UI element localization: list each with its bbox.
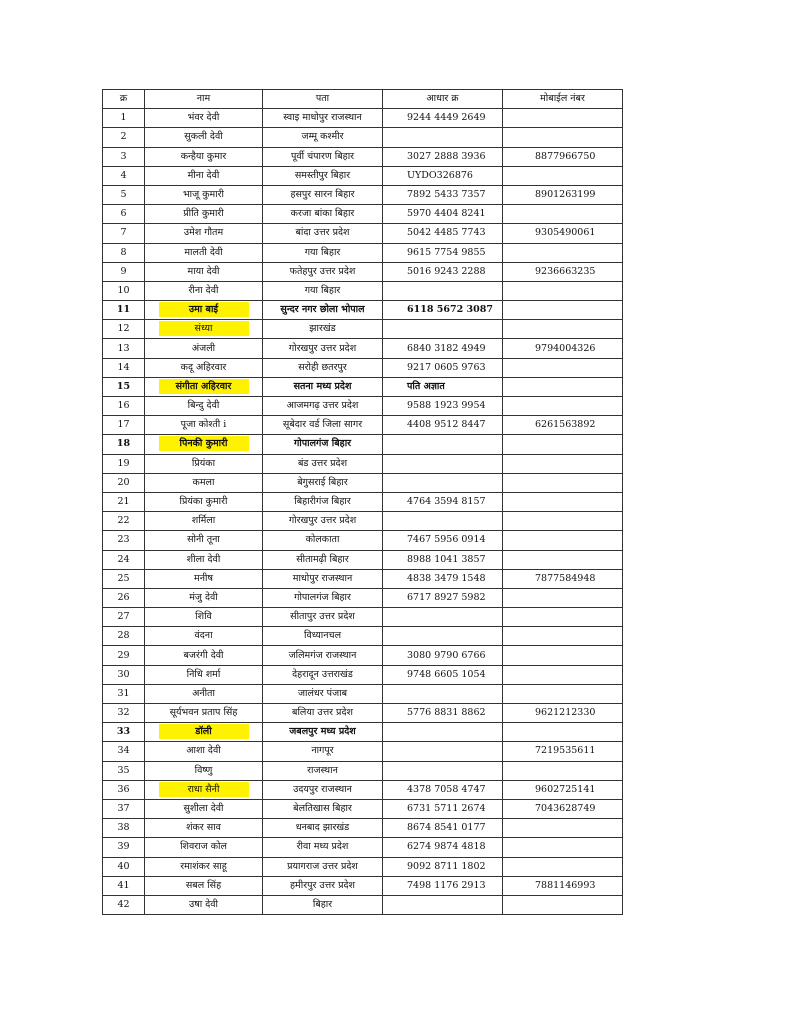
cell-mobile xyxy=(503,531,623,550)
table-row xyxy=(103,397,623,416)
table-row xyxy=(103,531,623,550)
table-row xyxy=(103,569,623,588)
cell-mobile: 7219535611 xyxy=(503,742,623,761)
cell-mobile xyxy=(503,550,623,569)
cell-serial-number: 16 xyxy=(103,397,145,416)
cell-address: हसपुर सारन बिहार xyxy=(263,185,383,204)
cell-name: प्रीति कुमारी xyxy=(145,205,263,224)
cell-mobile xyxy=(503,646,623,665)
cell-serial-number: 41 xyxy=(103,876,145,895)
cell-serial-number: 17 xyxy=(103,416,145,435)
cell-mobile xyxy=(503,243,623,262)
cell-address: स्वाइ माधोपुर राजस्थान xyxy=(263,109,383,128)
table-row xyxy=(103,704,623,723)
table-row xyxy=(103,723,623,742)
cell-mobile: 6261563892 xyxy=(503,416,623,435)
cell-address: बिहारीगंज बिहार xyxy=(263,492,383,511)
cell-aadhar: 9588 1923 9954 xyxy=(383,397,503,416)
cell-name: शंकर साव xyxy=(145,819,263,838)
cell-mobile: 8901263199 xyxy=(503,185,623,204)
cell-address: करजा बांका बिहार xyxy=(263,205,383,224)
table-row xyxy=(103,109,623,128)
cell-name: शर्मिला xyxy=(145,512,263,531)
table-row xyxy=(103,339,623,358)
cell-serial-number: 33 xyxy=(103,723,145,742)
cell-name: विष्णु xyxy=(145,761,263,780)
cell-mobile xyxy=(503,205,623,224)
table-row xyxy=(103,492,623,511)
highlighted-name: राधा सैनी xyxy=(159,782,249,797)
cell-mobile xyxy=(503,377,623,396)
cell-address: गोपालगंज बिहार xyxy=(263,435,383,454)
cell-address: देहरादून उत्तराखंड xyxy=(263,665,383,684)
cell-address: समस्तीपुर बिहार xyxy=(263,166,383,185)
cell-mobile xyxy=(503,301,623,320)
cell-mobile xyxy=(503,857,623,876)
cell-serial-number: 7 xyxy=(103,224,145,243)
cell-mobile xyxy=(503,627,623,646)
cell-name: आशा देवी xyxy=(145,742,263,761)
cell-mobile: 8877966750 xyxy=(503,147,623,166)
cell-address: आजमगढ़ उत्तर प्रदेश xyxy=(263,397,383,416)
cell-aadhar: 7892 5433 7357 xyxy=(383,185,503,204)
table-row xyxy=(103,799,623,818)
cell-serial-number: 29 xyxy=(103,646,145,665)
cell-mobile xyxy=(503,819,623,838)
table-row xyxy=(103,876,623,895)
cell-serial-number: 28 xyxy=(103,627,145,646)
cell-name: सूर्यभवन प्रताप सिंह xyxy=(145,704,263,723)
cell-name: रमाशंकर साहू xyxy=(145,857,263,876)
cell-serial-number: 34 xyxy=(103,742,145,761)
cell-mobile: 9602725141 xyxy=(503,780,623,799)
cell-serial-number: 26 xyxy=(103,588,145,607)
cell-serial-number: 23 xyxy=(103,531,145,550)
cell-name: शिवराज कोल xyxy=(145,838,263,857)
cell-serial-number: 37 xyxy=(103,799,145,818)
cell-mobile xyxy=(503,454,623,473)
table-row xyxy=(103,435,623,454)
cell-mobile: 9621212330 xyxy=(503,704,623,723)
beneficiary-table xyxy=(102,89,623,915)
cell-address: धनबाद झारखंड xyxy=(263,819,383,838)
cell-serial-number: 6 xyxy=(103,205,145,224)
cell-serial-number: 13 xyxy=(103,339,145,358)
cell-aadhar xyxy=(383,895,503,914)
table-row xyxy=(103,358,623,377)
table-row xyxy=(103,742,623,761)
table-row xyxy=(103,454,623,473)
cell-address: सूबेदार वर्ड जिला सागर xyxy=(263,416,383,435)
cell-mobile xyxy=(503,665,623,684)
cell-serial-number: 40 xyxy=(103,857,145,876)
table-row xyxy=(103,416,623,435)
cell-name: पूजा कोश्ती i xyxy=(145,416,263,435)
cell-mobile xyxy=(503,838,623,857)
table-row xyxy=(103,473,623,492)
cell-address: बेलतिखास बिहार xyxy=(263,799,383,818)
header-serial-number: क्र xyxy=(103,90,145,109)
cell-name: सुकली देवी xyxy=(145,128,263,147)
cell-aadhar: 4408 9512 8447 xyxy=(383,416,503,435)
cell-aadhar: 7498 1176 2913 xyxy=(383,876,503,895)
cell-address: सुन्दर नगर छोला भोपाल xyxy=(263,301,383,320)
cell-mobile: 9236663235 xyxy=(503,262,623,281)
table-row xyxy=(103,646,623,665)
cell-serial-number: 35 xyxy=(103,761,145,780)
cell-aadhar: 9092 8711 1802 xyxy=(383,857,503,876)
cell-address: जालंधर पंजाब xyxy=(263,684,383,703)
cell-name: मंजु देवी xyxy=(145,588,263,607)
cell-aadhar xyxy=(383,454,503,473)
cell-name: कमला xyxy=(145,473,263,492)
table-row xyxy=(103,895,623,914)
cell-name: प्रियंका कुमारी xyxy=(145,492,263,511)
table-row xyxy=(103,780,623,799)
table-row xyxy=(103,627,623,646)
cell-aadhar: 8674 8541 0177 xyxy=(383,819,503,838)
cell-name: मालती देवी xyxy=(145,243,263,262)
table-row xyxy=(103,857,623,876)
cell-name: उमेश गौतम xyxy=(145,224,263,243)
cell-aadhar: 5970 4404 8241 xyxy=(383,205,503,224)
cell-aadhar: 9615 7754 9855 xyxy=(383,243,503,262)
table-row xyxy=(103,761,623,780)
cell-serial-number: 4 xyxy=(103,166,145,185)
table-row xyxy=(103,819,623,838)
cell-mobile: 7881146993 xyxy=(503,876,623,895)
cell-mobile: 9305490061 xyxy=(503,224,623,243)
cell-address: गया बिहार xyxy=(263,281,383,300)
cell-name: शिवि xyxy=(145,608,263,627)
cell-name xyxy=(145,301,263,320)
cell-name: निधि शर्मा xyxy=(145,665,263,684)
cell-serial-number: 32 xyxy=(103,704,145,723)
cell-address: बिहार xyxy=(263,895,383,914)
cell-serial-number: 22 xyxy=(103,512,145,531)
cell-serial-number: 5 xyxy=(103,185,145,204)
table-row xyxy=(103,320,623,339)
cell-name: शीला देवी xyxy=(145,550,263,569)
cell-serial-number: 38 xyxy=(103,819,145,838)
cell-mobile xyxy=(503,320,623,339)
cell-aadhar: पति अज्ञात xyxy=(383,377,503,396)
cell-aadhar: 5042 4485 7743 xyxy=(383,224,503,243)
cell-name: भंवर देवी xyxy=(145,109,263,128)
cell-aadhar: 8988 1041 3857 xyxy=(383,550,503,569)
cell-aadhar xyxy=(383,627,503,646)
cell-aadhar xyxy=(383,473,503,492)
cell-name xyxy=(145,320,263,339)
table-row xyxy=(103,243,623,262)
cell-name: माया देवी xyxy=(145,262,263,281)
cell-aadhar: 6717 8927 5982 xyxy=(383,588,503,607)
cell-name: वंदना xyxy=(145,627,263,646)
highlighted-name: संध्या xyxy=(159,321,249,336)
cell-address: नागपूर xyxy=(263,742,383,761)
cell-aadhar: 6274 9874 4818 xyxy=(383,838,503,857)
cell-aadhar xyxy=(383,435,503,454)
cell-aadhar: 7467 5956 0914 xyxy=(383,531,503,550)
table-row xyxy=(103,301,623,320)
cell-mobile xyxy=(503,397,623,416)
cell-address: कोलकाता xyxy=(263,531,383,550)
cell-name: उषा देवी xyxy=(145,895,263,914)
cell-serial-number: 31 xyxy=(103,684,145,703)
cell-address: सीतामढ़ी बिहार xyxy=(263,550,383,569)
cell-mobile: 7877584948 xyxy=(503,569,623,588)
cell-mobile xyxy=(503,473,623,492)
cell-mobile: 7043628749 xyxy=(503,799,623,818)
cell-aadhar: 9217 0605 9763 xyxy=(383,358,503,377)
cell-mobile xyxy=(503,608,623,627)
cell-aadhar xyxy=(383,128,503,147)
cell-aadhar xyxy=(383,761,503,780)
cell-address: बेगुसराई बिहार xyxy=(263,473,383,492)
cell-aadhar: 5776 8831 8862 xyxy=(383,704,503,723)
cell-name: प्रियंका xyxy=(145,454,263,473)
table-row xyxy=(103,166,623,185)
cell-aadhar xyxy=(383,608,503,627)
table-row xyxy=(103,838,623,857)
cell-mobile xyxy=(503,358,623,377)
table-row xyxy=(103,608,623,627)
cell-aadhar: 6731 5711 2674 xyxy=(383,799,503,818)
table-row xyxy=(103,128,623,147)
cell-mobile xyxy=(503,128,623,147)
cell-name xyxy=(145,723,263,742)
cell-aadhar xyxy=(383,320,503,339)
cell-address: हमीरपुर उत्तर प्रदेश xyxy=(263,876,383,895)
cell-name: अंजली xyxy=(145,339,263,358)
cell-serial-number: 15 xyxy=(103,377,145,396)
cell-serial-number: 20 xyxy=(103,473,145,492)
cell-serial-number: 21 xyxy=(103,492,145,511)
cell-name xyxy=(145,435,263,454)
cell-serial-number: 25 xyxy=(103,569,145,588)
cell-serial-number: 36 xyxy=(103,780,145,799)
cell-serial-number: 2 xyxy=(103,128,145,147)
table-row xyxy=(103,281,623,300)
table-row xyxy=(103,665,623,684)
table-row xyxy=(103,588,623,607)
cell-address: सीतापुर उत्तर प्रदेश xyxy=(263,608,383,627)
cell-address: जबलपुर मध्य प्रदेश xyxy=(263,723,383,742)
highlighted-name: डॉली xyxy=(159,724,249,739)
cell-mobile xyxy=(503,492,623,511)
cell-aadhar xyxy=(383,742,503,761)
cell-name: मीना देवी xyxy=(145,166,263,185)
cell-aadhar: 9748 6605 1054 xyxy=(383,665,503,684)
table-row xyxy=(103,550,623,569)
cell-aadhar: 6840 3182 4949 xyxy=(383,339,503,358)
cell-address: प्रयागराज उत्तर प्रदेश xyxy=(263,857,383,876)
cell-aadhar: 4378 7058 4747 xyxy=(383,780,503,799)
table-row xyxy=(103,224,623,243)
cell-aadhar: 3027 2888 3936 xyxy=(383,147,503,166)
cell-aadhar xyxy=(383,684,503,703)
cell-address: जलिमगंज राजस्थान xyxy=(263,646,383,665)
cell-address: बांदा उत्तर प्रदेश xyxy=(263,224,383,243)
cell-address: सतना मध्य प्रदेश xyxy=(263,377,383,396)
highlighted-name: पिनकी कुमारी xyxy=(159,436,249,451)
cell-serial-number: 9 xyxy=(103,262,145,281)
table-row xyxy=(103,185,623,204)
cell-mobile xyxy=(503,895,623,914)
cell-name: मनीष xyxy=(145,569,263,588)
cell-aadhar xyxy=(383,723,503,742)
cell-address: विध्यानचल xyxy=(263,627,383,646)
cell-aadhar xyxy=(383,512,503,531)
cell-mobile xyxy=(503,761,623,780)
cell-name: बजरंगी देवी xyxy=(145,646,263,665)
cell-mobile xyxy=(503,435,623,454)
cell-address: गोरखपुर उत्तर प्रदेश xyxy=(263,339,383,358)
cell-serial-number: 12 xyxy=(103,320,145,339)
cell-address: जम्मू कश्मीर xyxy=(263,128,383,147)
cell-name: रीना देवी xyxy=(145,281,263,300)
cell-name: कन्हैया कुमार xyxy=(145,147,263,166)
cell-address: गोरखपुर उत्तर प्रदेश xyxy=(263,512,383,531)
document-page xyxy=(102,89,622,915)
cell-serial-number: 8 xyxy=(103,243,145,262)
cell-aadhar: UYDO326876 xyxy=(383,166,503,185)
cell-name: बिन्दु देवी xyxy=(145,397,263,416)
table-row xyxy=(103,262,623,281)
cell-name: सबल सिंह xyxy=(145,876,263,895)
table-row xyxy=(103,684,623,703)
cell-serial-number: 24 xyxy=(103,550,145,569)
cell-name: कदू अहिरवार xyxy=(145,358,263,377)
cell-aadhar: 5016 9243 2288 xyxy=(383,262,503,281)
cell-serial-number: 1 xyxy=(103,109,145,128)
cell-aadhar xyxy=(383,281,503,300)
table-body xyxy=(103,109,623,915)
cell-mobile xyxy=(503,512,623,531)
cell-serial-number: 19 xyxy=(103,454,145,473)
cell-aadhar: 9244 4449 2649 xyxy=(383,109,503,128)
cell-aadhar: 4838 3479 1548 xyxy=(383,569,503,588)
table-row xyxy=(103,377,623,396)
cell-mobile xyxy=(503,723,623,742)
table-row xyxy=(103,512,623,531)
cell-serial-number: 10 xyxy=(103,281,145,300)
header-aadhar: आधार क्र xyxy=(383,90,503,109)
cell-mobile xyxy=(503,684,623,703)
cell-mobile xyxy=(503,166,623,185)
header-name: नाम xyxy=(145,90,263,109)
highlighted-name: संगीता अहिरवार xyxy=(159,379,249,394)
cell-serial-number: 18 xyxy=(103,435,145,454)
cell-aadhar: 6118 5672 3087 xyxy=(383,301,503,320)
table-row xyxy=(103,205,623,224)
cell-address: राजस्थान xyxy=(263,761,383,780)
header-address: पता xyxy=(263,90,383,109)
cell-name: सुशीला देवी xyxy=(145,799,263,818)
cell-serial-number: 14 xyxy=(103,358,145,377)
cell-address: बलिया उत्तर प्रदेश xyxy=(263,704,383,723)
cell-address: झारखंड xyxy=(263,320,383,339)
cell-address: फतेहपुर उत्तर प्रदेश xyxy=(263,262,383,281)
cell-aadhar: 4764 3594 8157 xyxy=(383,492,503,511)
highlighted-name: उमा बाई xyxy=(159,302,249,317)
cell-mobile: 9794004326 xyxy=(503,339,623,358)
cell-address: सरोही छतरपुर xyxy=(263,358,383,377)
header-mobile: मोबाईल नंबर xyxy=(503,90,623,109)
cell-aadhar: 3080 9790 6766 xyxy=(383,646,503,665)
cell-mobile xyxy=(503,588,623,607)
cell-serial-number: 11 xyxy=(103,301,145,320)
cell-address: रीवा मध्य प्रदेश xyxy=(263,838,383,857)
cell-address: माधोपुर राजस्थान xyxy=(263,569,383,588)
table-row xyxy=(103,147,623,166)
cell-name: सोनी तूना xyxy=(145,531,263,550)
cell-name: अनीता xyxy=(145,684,263,703)
cell-serial-number: 3 xyxy=(103,147,145,166)
cell-address: बंड उत्तर प्रदेश xyxy=(263,454,383,473)
cell-name: भाजू कुमारी xyxy=(145,185,263,204)
cell-mobile xyxy=(503,109,623,128)
cell-name xyxy=(145,780,263,799)
cell-mobile xyxy=(503,281,623,300)
cell-name xyxy=(145,377,263,396)
cell-address: पूर्वी चंपारण बिहार xyxy=(263,147,383,166)
cell-serial-number: 30 xyxy=(103,665,145,684)
cell-serial-number: 42 xyxy=(103,895,145,914)
table-header-row xyxy=(103,90,623,109)
cell-address: उदयपुर राजस्थान xyxy=(263,780,383,799)
cell-address: गया बिहार xyxy=(263,243,383,262)
cell-serial-number: 27 xyxy=(103,608,145,627)
cell-address: गोपालगंज बिहार xyxy=(263,588,383,607)
cell-serial-number: 39 xyxy=(103,838,145,857)
